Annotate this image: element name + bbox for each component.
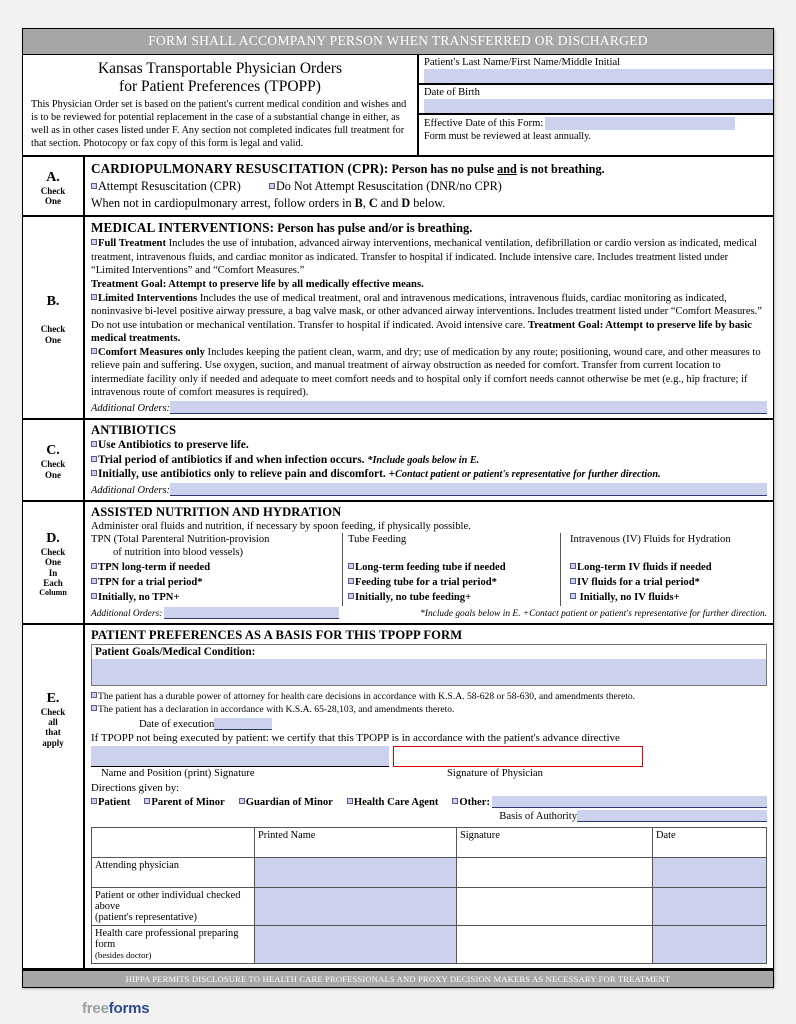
section-d-heading: ASSISTED NUTRITION AND HYDRATION bbox=[91, 504, 342, 519]
section-d-subhead: Administer oral fluids and nutrition, if necessary by spoon feeding, if physically possible. bbox=[91, 520, 471, 532]
section-d-col3-item2-label: IV fluids for a trial period* bbox=[577, 577, 700, 589]
section-c-option3-note: Contact patient or patient's representative for further direction. bbox=[395, 469, 661, 481]
checkbox-use-antibiotics-icon[interactable] bbox=[91, 441, 97, 447]
signature-captions bbox=[91, 768, 767, 779]
col-header-signature: Signature bbox=[457, 828, 653, 858]
section-d-additional-orders-label: Additional Orders: bbox=[91, 608, 163, 619]
section-d-additional-orders-input[interactable] bbox=[164, 607, 339, 619]
directions-option-guardian-label: Guardian of Minor bbox=[245, 797, 333, 808]
section-a-options bbox=[91, 179, 767, 195]
section-e-instruction-2: all bbox=[48, 717, 58, 728]
row-role-label-1: Patient or other individual checked above bbox=[95, 890, 241, 912]
section-e bbox=[23, 625, 773, 970]
section-a-instruction-1: Check bbox=[40, 185, 66, 196]
section-c-instruction-1: Check bbox=[40, 459, 66, 470]
section-d-instruction-1: Check bbox=[40, 546, 66, 557]
effective-date-row bbox=[424, 117, 773, 130]
section-d-col3-item-3[interactable] bbox=[570, 590, 767, 605]
checkbox-tpn-trial-icon[interactable] bbox=[91, 578, 97, 584]
section-a-ref-c: C bbox=[368, 195, 378, 210]
checkbox-iv-trial-icon[interactable] bbox=[570, 578, 576, 584]
brand-part-free: free bbox=[82, 1000, 109, 1017]
name-position-signature-input[interactable] bbox=[91, 746, 389, 767]
date-of-execution-row bbox=[91, 718, 767, 730]
section-d-column-tpn bbox=[91, 533, 343, 606]
section-d-col1-head-2: of nutrition into blood vessels) bbox=[113, 547, 244, 559]
patient-name-cell bbox=[419, 55, 773, 85]
patient-name-label: Patient's Last Name/First Name/Middle Initial bbox=[424, 57, 621, 68]
row-role-label-2: Health care professional preparing form bbox=[95, 928, 239, 950]
section-b-option2-goal: Treatment Goal: Attempt to preserve life by basic medical treatments. bbox=[91, 319, 752, 345]
section-a-option-2[interactable]: Do Not Attempt Resuscitation (DNR/no CPR) bbox=[275, 178, 502, 193]
section-c bbox=[23, 420, 773, 502]
directions-option-guardian[interactable] bbox=[239, 797, 333, 808]
section-b-heading-rest: Person has pulse and/or is breathing. bbox=[274, 221, 473, 236]
checkbox-trial-antibiotics-icon[interactable] bbox=[91, 456, 97, 462]
section-d-body bbox=[85, 502, 773, 623]
section-c-option2-label: Trial period of antibiotics if and when infection occurs. bbox=[98, 453, 368, 466]
effective-date-input[interactable] bbox=[545, 117, 735, 130]
section-b-option-1[interactable] bbox=[91, 237, 767, 278]
checkbox-limited-interventions-icon[interactable] bbox=[91, 294, 97, 300]
section-b-option-2[interactable] bbox=[91, 292, 767, 346]
checkbox-durable-poa-icon[interactable] bbox=[91, 692, 97, 698]
bottom-banner: HIPPA PERMITS DISCLOSURE TO HEALTH CARE PROFESSIONALS AND PROXY DECISION MAKERS AS NECESSARY FOR TREATMENT bbox=[23, 970, 773, 987]
section-c-option3-label: Initially, use antibiotics only to relieve pain and discomfort. + bbox=[98, 468, 396, 481]
col-header-printed-name: Printed Name bbox=[255, 828, 457, 858]
directions-option-agent-label: Health Care Agent bbox=[353, 797, 439, 808]
section-d-footer-row bbox=[91, 607, 767, 619]
patient-goals-box bbox=[91, 644, 767, 686]
form-header bbox=[23, 55, 773, 157]
section-e-body bbox=[85, 625, 773, 968]
section-d-col3-item3-label: Initially, no IV fluids+ bbox=[577, 592, 680, 604]
row-date-input-2[interactable] bbox=[653, 926, 767, 964]
section-d-column-tube bbox=[343, 533, 561, 606]
certify-text: If TPOPP not being executed by patient: we certify that this TPOPP is in accordance with the patient's advance directive bbox=[91, 732, 620, 744]
checkbox-iv-none-icon[interactable] bbox=[570, 593, 576, 599]
section-a-letter: A. bbox=[46, 169, 60, 185]
row-printed-name-input-0[interactable] bbox=[255, 858, 457, 888]
section-d-col2-item-3[interactable] bbox=[348, 590, 560, 605]
section-d-columns bbox=[91, 533, 767, 606]
col-header-date: Date bbox=[653, 828, 767, 858]
patient-goals-label: Patient Goals/Medical Condition: bbox=[95, 645, 256, 658]
section-c-instruction-2: One bbox=[44, 469, 61, 480]
brand-part-forms: forms bbox=[108, 1000, 150, 1017]
section-b-heading-row bbox=[91, 220, 767, 237]
directions-option-parent-label: Parent of Minor bbox=[151, 797, 225, 808]
directions-option-parent[interactable] bbox=[144, 797, 224, 808]
checkbox-tpn-longterm-icon[interactable] bbox=[91, 563, 97, 569]
row-role-sub-2: (besides doctor) bbox=[95, 950, 152, 960]
section-b-heading: MEDICAL INTERVENTIONS: bbox=[91, 220, 275, 236]
section-a-body bbox=[85, 157, 773, 216]
section-a-instruction-2: One bbox=[44, 196, 61, 207]
annual-review-note: Form must be reviewed at least annually. bbox=[424, 131, 592, 142]
effective-date-cell bbox=[419, 115, 773, 144]
section-a-footer-mid1: , bbox=[362, 195, 369, 210]
section-c-option-3[interactable] bbox=[91, 467, 767, 482]
section-d-col3-item-2[interactable] bbox=[570, 575, 767, 590]
checkbox-full-treatment-icon[interactable] bbox=[91, 239, 97, 245]
section-d-letter-col bbox=[23, 502, 85, 623]
checkbox-iv-longterm-icon[interactable] bbox=[570, 563, 576, 569]
section-d-col2-item1-label: Long-term feeding tube if needed bbox=[355, 561, 506, 573]
section-d-instruction-4: Each bbox=[43, 577, 63, 588]
section-d-letter: D. bbox=[46, 530, 60, 546]
basis-of-authority-row bbox=[91, 810, 767, 822]
directions-option-patient-label: Patient bbox=[98, 797, 131, 808]
section-b-letter: B. bbox=[46, 294, 60, 310]
section-e-instruction-4: apply bbox=[42, 737, 64, 748]
form-intro-text: This Physician Order set is based on the patient's current medical condition and wishes and is to be reviewed for potential replacement in the case of a substantial change in either, as well as in other cases listed under F. Any section not completed indicates full treatment for that section. Photocopy or fax copy of this form is legal and valid. bbox=[31, 98, 407, 149]
section-c-option1-label: Use Antibiotics to preserve life. bbox=[98, 438, 249, 451]
section-d-col1-head-1: TPN (Total Parenteral Nutrition-provision bbox=[91, 534, 270, 546]
section-d-col2-item-1[interactable] bbox=[348, 560, 560, 575]
top-banner: FORM SHALL ACCOMPANY PERSON WHEN TRANSFERRED OR DISCHARGED bbox=[23, 29, 773, 55]
form-title-line1: Kansas Transportable Physician Orders bbox=[97, 60, 343, 77]
section-d-col2-head: Tube Feeding bbox=[348, 534, 407, 546]
section-b-option2-text: Includes the use of medical treatment, oral and intravenous medications, intravenous fluids, cardiac monitoring as indicated, noninvasive bi-level positive airway pressure, a bag valve mask, or other advanced airway interventions. Includes treatment listed under “Comfort Measures.” Do not use intubation or mechanical ventilation. Transfer to hospital if indicated. Avoid intensive care. bbox=[91, 292, 763, 331]
patient-name-input[interactable] bbox=[424, 69, 773, 83]
date-of-execution-label: Date of execution bbox=[139, 719, 215, 730]
section-d-col2-item3-label: Initially, no tube feeding+ bbox=[355, 592, 472, 604]
signature-table bbox=[91, 827, 767, 964]
row-date-input-0[interactable] bbox=[653, 858, 767, 888]
row-role-patient-representative bbox=[92, 888, 255, 926]
row-role-attending-physician bbox=[92, 858, 255, 888]
date-of-birth-cell bbox=[419, 85, 773, 115]
section-e-letter-col bbox=[23, 625, 85, 968]
section-b-option3-text: Includes keeping the patient clean, warm, and dry; use of medication by any route; positioning, wound care, and other measures to relieve pain and suffering. Use oxygen, suction, and manual treatment of airway obstruction as needed for comfort. Transfer from current location to intermediate facility only if needed and adequate to meet comfort needs and to hospital only if comfort needs cannot otherwise be met (e.g., hip fracture; if intravenous route of comfort measures is required). bbox=[91, 346, 761, 399]
section-c-letter: C. bbox=[46, 443, 60, 459]
section-d-col3-item-1[interactable] bbox=[570, 560, 767, 575]
checkbox-health-care-agent-icon[interactable] bbox=[347, 798, 353, 804]
signature-row bbox=[91, 746, 767, 767]
table-row bbox=[92, 858, 767, 888]
section-d-col3-head: Intravenous (IV) Fluids for Hydration bbox=[570, 534, 731, 546]
section-a bbox=[23, 157, 773, 218]
directions-option-other-label: Other: bbox=[459, 797, 490, 808]
section-a-ref-b: B bbox=[354, 195, 363, 210]
caption-signature-physician: Signature of Physician bbox=[447, 768, 543, 779]
date-of-execution-input[interactable] bbox=[214, 718, 272, 730]
section-d-col1-item-3[interactable] bbox=[91, 590, 338, 605]
section-e-check-2[interactable] bbox=[91, 703, 767, 717]
section-d-column-iv bbox=[561, 533, 767, 606]
row-signature-input-0[interactable] bbox=[457, 858, 653, 888]
section-c-additional-orders-input[interactable] bbox=[170, 483, 767, 496]
section-c-additional-orders-row bbox=[91, 483, 767, 496]
row-signature-input-1[interactable] bbox=[457, 888, 653, 926]
section-e-heading: PATIENT PREFERENCES AS A BASIS FOR THIS TPOPP FORM bbox=[91, 627, 463, 642]
section-e-check1-label: The patient has a durable power of attorney for health care decisions in accordance with K.S.A. 58-628 or 58-630, and amendments thereto. bbox=[98, 690, 636, 702]
section-a-footer-pre: When not in cardiopulmonary arrest, follow orders in bbox=[91, 195, 355, 210]
section-e-check-1[interactable] bbox=[91, 690, 767, 704]
section-e-instruction-1: Check bbox=[40, 706, 66, 717]
section-d-instruction-3: In bbox=[48, 567, 58, 578]
section-a-heading-row bbox=[91, 160, 767, 178]
section-b-option1-goal: Treatment Goal: Attempt to preserve life by all medically effective means. bbox=[91, 278, 424, 290]
row-signature-input-2[interactable] bbox=[457, 926, 653, 964]
directions-options-row bbox=[91, 796, 767, 808]
table-row bbox=[92, 888, 767, 926]
effective-date-label: Effective Date of this Form: bbox=[424, 118, 544, 129]
col-header-role bbox=[92, 828, 255, 858]
row-printed-name-input-2[interactable] bbox=[255, 926, 457, 964]
section-c-body bbox=[85, 420, 773, 500]
table-header-row bbox=[92, 828, 767, 858]
directions-option-other[interactable] bbox=[452, 797, 490, 808]
section-d-instruction-5: Column bbox=[39, 588, 67, 598]
row-role-sub-1: (patient's representative) bbox=[95, 912, 197, 923]
form-document bbox=[22, 28, 774, 988]
date-of-birth-label: Date of Birth bbox=[424, 87, 480, 98]
checkbox-guardian-of-minor-icon[interactable] bbox=[239, 798, 245, 804]
section-b-letter-col bbox=[23, 217, 85, 417]
section-a-footer-end: below. bbox=[410, 195, 446, 210]
section-a-ref-d: D bbox=[401, 195, 411, 210]
section-d-footnote: *Include goals below in E. +Contact patient or patient's representative for further direction. bbox=[420, 608, 767, 619]
section-c-heading: ANTIBIOTICS bbox=[91, 422, 177, 437]
section-c-letter-col bbox=[23, 420, 85, 500]
section-b-body bbox=[85, 217, 773, 417]
section-d-col1-item1-label: TPN long-term if needed bbox=[98, 561, 211, 573]
row-role-health-care-professional bbox=[92, 926, 255, 964]
patient-goals-input[interactable] bbox=[92, 659, 766, 685]
patient-info-block bbox=[419, 55, 773, 155]
physician-signature-input[interactable] bbox=[393, 746, 643, 767]
section-a-footer-mid2: and bbox=[377, 195, 402, 210]
section-b-option-3[interactable] bbox=[91, 346, 767, 400]
table-row bbox=[92, 926, 767, 964]
section-d-col1-item-2[interactable] bbox=[91, 575, 338, 590]
section-b-option1-text: Includes the use of intubation, advanced airway interventions, mechanical ventilation, defibrillation or cardio version as indicated, medical treatment, intravenous fluids, and cardiac monitor as indicated. Transfer to hospital if indicated. Include intensive care. Includes treatment listed under “Limited Interventions” and “Comfort Measures.” bbox=[91, 238, 757, 277]
section-b bbox=[23, 217, 773, 419]
section-e-instruction-3: that bbox=[45, 727, 61, 738]
checkbox-attempt-cpr-icon[interactable] bbox=[91, 183, 97, 189]
section-c-option-1[interactable] bbox=[91, 438, 767, 453]
section-a-heading-and: and bbox=[497, 161, 517, 176]
section-d bbox=[23, 502, 773, 625]
section-b-additional-orders-input[interactable] bbox=[170, 401, 767, 414]
section-a-heading-rest2: is not breathing. bbox=[516, 161, 605, 176]
section-a-heading-rest1: Person has no pulse bbox=[388, 161, 498, 176]
basis-of-authority-label: Basis of Authority bbox=[499, 811, 577, 822]
basis-of-authority-input[interactable] bbox=[577, 810, 767, 822]
caption-name-position: Name and Position (print) Signature bbox=[101, 768, 255, 779]
section-a-footer bbox=[91, 196, 767, 212]
directions-option-agent[interactable] bbox=[347, 797, 439, 808]
section-c-option2-note: *Include goals below in E. bbox=[367, 454, 480, 466]
section-b-instruction-1: Check bbox=[40, 324, 66, 335]
section-e-letter: E. bbox=[46, 690, 60, 706]
section-d-col1-item2-label: TPN for a trial period* bbox=[98, 577, 203, 589]
checkbox-other-icon[interactable] bbox=[452, 798, 458, 804]
checkbox-patient-icon[interactable] bbox=[91, 798, 97, 804]
section-b-instruction-2: One bbox=[44, 334, 61, 345]
checkbox-tpn-none-icon[interactable] bbox=[91, 593, 97, 599]
directions-option-patient[interactable] bbox=[91, 797, 130, 808]
section-e-check2-label: The patient has a declaration in accordance with K.S.A. 65-28,103, and amendments thereto. bbox=[98, 704, 455, 716]
date-of-birth-input[interactable] bbox=[424, 99, 773, 113]
checkbox-tube-longterm-icon[interactable] bbox=[348, 563, 354, 569]
section-b-additional-orders-label: Additional Orders: bbox=[91, 402, 170, 414]
section-b-option3-label: Comfort Measures only bbox=[98, 346, 205, 358]
checkbox-parent-of-minor-icon[interactable] bbox=[144, 798, 150, 804]
section-a-heading: CARDIOPULMONARY RESUSCITATION (CPR): bbox=[91, 160, 389, 176]
section-d-col3-item1-label: Long-term IV fluids if needed bbox=[577, 561, 712, 573]
section-a-letter-col bbox=[23, 157, 85, 216]
row-date-input-1[interactable] bbox=[653, 888, 767, 926]
row-role-label-0: Attending physician bbox=[95, 860, 179, 871]
checkbox-dnr-icon[interactable] bbox=[269, 183, 275, 189]
section-d-col2-item-2[interactable] bbox=[348, 575, 560, 590]
checkbox-declaration-icon[interactable] bbox=[91, 705, 97, 711]
section-d-col1-item-1[interactable] bbox=[91, 560, 338, 575]
header-title-block bbox=[23, 55, 419, 155]
form-title-line2: for Patient Preferences (TPOPP) bbox=[119, 77, 321, 95]
section-b-option2-label: Limited Interventions bbox=[98, 292, 198, 304]
checkbox-tube-none-icon[interactable] bbox=[348, 593, 354, 599]
freeforms-logo bbox=[82, 1000, 149, 1017]
section-c-additional-orders-label: Additional Orders: bbox=[91, 484, 170, 496]
section-d-col2-item2-label: Feeding tube for a trial period* bbox=[355, 577, 497, 589]
checkbox-comfort-measures-icon[interactable] bbox=[91, 348, 97, 354]
section-b-additional-orders-row bbox=[91, 401, 767, 414]
checkbox-initially-antibiotics-icon[interactable] bbox=[91, 470, 97, 476]
section-a-option-1[interactable]: Attempt Resuscitation (CPR) bbox=[98, 178, 241, 193]
directions-given-by-label: Directions given by: bbox=[91, 782, 180, 794]
section-d-col1-item3-label: Initially, no TPN+ bbox=[98, 592, 180, 604]
row-printed-name-input-1[interactable] bbox=[255, 888, 457, 926]
section-d-instruction-2: One bbox=[44, 557, 61, 568]
checkbox-tube-trial-icon[interactable] bbox=[348, 578, 354, 584]
section-b-option1-label: Full Treatment bbox=[98, 238, 166, 250]
directions-other-input[interactable] bbox=[492, 796, 767, 808]
section-c-option-2[interactable] bbox=[91, 453, 767, 468]
